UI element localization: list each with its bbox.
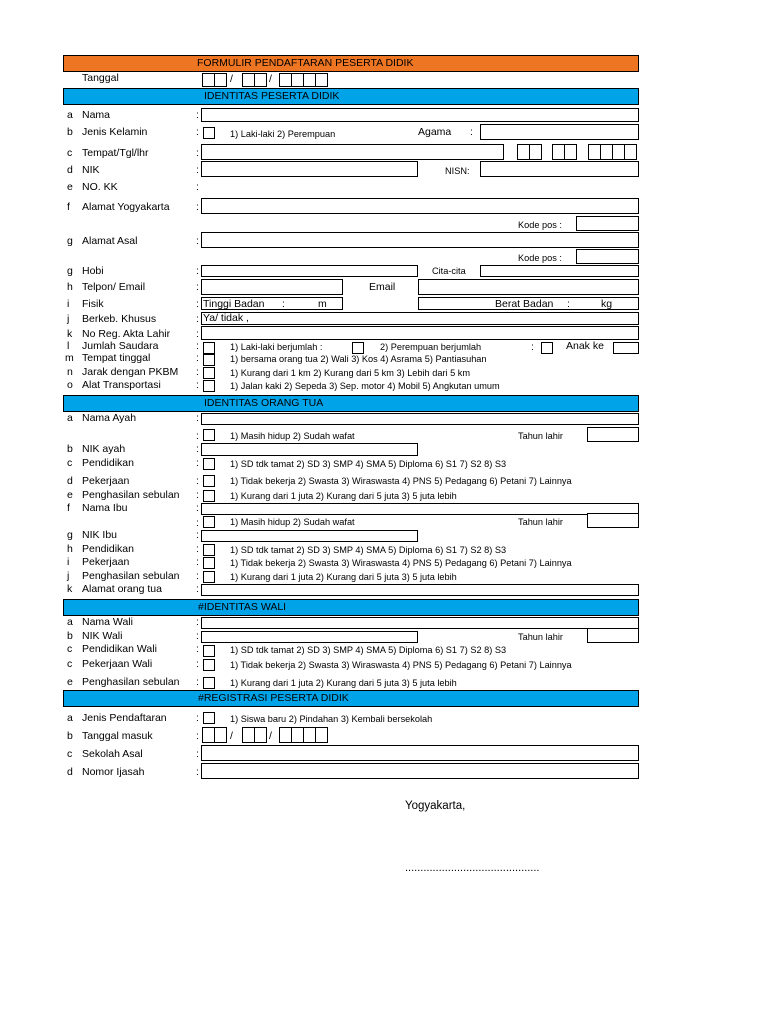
ttl-label: Tempat/Tgl/lhr <box>82 147 149 159</box>
telpon-input[interactable] <box>201 279 343 295</box>
pekerjaan-wali-checkbox[interactable] <box>203 659 215 671</box>
jenis-kelamin-label: Jenis Kelamin <box>82 126 148 138</box>
nama-wali-label: Nama Wali <box>82 616 133 628</box>
fisik-label: Fisik <box>82 298 104 310</box>
sekolah-asal-input[interactable] <box>201 745 639 761</box>
alamat-yogya-label: Alamat Yogyakarta <box>82 201 170 213</box>
tempat-lahir-input[interactable] <box>201 144 504 160</box>
jenis-pendaftaran-label: Jenis Pendaftaran <box>82 712 167 724</box>
anak-ke-input[interactable] <box>613 342 639 354</box>
jenis-kelamin-checkbox[interactable] <box>203 127 215 139</box>
transportasi-checkbox[interactable] <box>203 380 215 392</box>
hobi-input[interactable] <box>201 265 418 277</box>
tanggal-label: Tanggal <box>82 72 119 84</box>
nama-input[interactable] <box>201 108 639 122</box>
pekerjaan-ayah-checkbox[interactable] <box>203 475 215 487</box>
no-kk-label: NO. KK <box>82 181 118 193</box>
section-identitas-wali: #IDENTITAS WALI <box>63 599 639 616</box>
berkeb-khusus-label: Berkeb. Khusus <box>82 313 157 325</box>
nik-input[interactable] <box>201 161 418 177</box>
pekerjaan-ayah-label: Pekerjaan <box>82 475 130 487</box>
tahun-lahir-ibu-input[interactable] <box>587 513 639 528</box>
nomor-ijasah-input[interactable] <box>201 763 639 779</box>
pendidikan-ibu-label: Pendidikan <box>82 543 134 555</box>
akta-lahir-label: No Reg. Akta Lahir <box>82 328 171 340</box>
saudara-perempuan-input[interactable] <box>541 342 553 354</box>
pendidikan-ayah-label: Pendidikan <box>82 457 134 469</box>
sekolah-asal-label: Sekolah Asal <box>82 748 143 760</box>
section-identitas-orang-tua: IDENTITAS ORANG TUA <box>63 395 639 412</box>
nik-wali-label: NIK Wali <box>82 630 123 642</box>
nik-wali-input[interactable] <box>201 631 418 643</box>
alamat-ortu-input[interactable] <box>201 584 639 596</box>
telpon-label: Telpon/ Email <box>82 281 146 293</box>
tanggal-masuk-label: Tanggal masuk <box>82 730 153 742</box>
kode-pos-asal-input[interactable] <box>576 249 639 264</box>
pendidikan-ibu-checkbox[interactable] <box>203 544 215 556</box>
alamat-asal-label: Alamat Asal <box>82 235 138 247</box>
nama-ibu-input[interactable] <box>201 503 639 515</box>
nama-ayah-label: Nama Ayah <box>82 412 137 424</box>
section-identitas-peserta: IDENTITAS PESERTA DIDIK <box>63 88 639 105</box>
form-title-bar <box>63 55 639 72</box>
saudara-laki-input[interactable] <box>352 342 364 354</box>
nik-label: NIK <box>82 164 100 176</box>
jarak-checkbox[interactable] <box>203 367 215 379</box>
penghasilan-ayah-checkbox[interactable] <box>203 490 215 502</box>
alamat-ortu-label: Alamat orang tua <box>82 583 162 595</box>
nama-ibu-label: Nama Ibu <box>82 502 128 514</box>
tempat-tinggal-label: Tempat tinggal <box>82 352 151 364</box>
nik-ibu-label: NIK Ibu <box>82 529 118 541</box>
nama-ayah-input[interactable] <box>201 413 639 425</box>
nik-ibu-input[interactable] <box>201 530 418 542</box>
transportasi-label: Alat Transportasi <box>82 379 161 391</box>
nisn-input[interactable] <box>480 161 639 177</box>
pekerjaan-ibu-label: Pekerjaan <box>82 556 130 568</box>
akta-lahir-input[interactable] <box>201 326 639 340</box>
kode-pos-yogya-input[interactable] <box>576 216 639 231</box>
city-date: Yogyakarta, <box>405 800 466 812</box>
saudara-checkbox[interactable] <box>203 342 215 354</box>
penghasilan-wali-label: Penghasilan sebulan <box>82 676 180 688</box>
form-title: FORMULIR PENDAFTARAN PESERTA DIDIK <box>197 57 414 69</box>
status-ayah-checkbox[interactable] <box>203 429 215 441</box>
pendidikan-wali-checkbox[interactable] <box>203 645 215 657</box>
nomor-ijasah-label: Nomor Ijasah <box>82 766 145 778</box>
penghasilan-ibu-label: Penghasilan sebulan <box>82 570 180 582</box>
alamat-asal-input[interactable] <box>201 232 639 248</box>
cita-cita-input[interactable] <box>480 265 639 277</box>
penghasilan-ayah-label: Penghasilan sebulan <box>82 489 180 501</box>
tahun-lahir-wali-input[interactable] <box>587 628 639 643</box>
email-input[interactable] <box>418 279 639 295</box>
nama-wali-input[interactable] <box>201 617 639 629</box>
pekerjaan-ibu-checkbox[interactable] <box>203 557 215 569</box>
nama-label: Nama <box>82 109 111 121</box>
jarak-label: Jarak dengan PKBM <box>82 366 179 378</box>
berkeb-khusus-input[interactable] <box>201 312 639 325</box>
pendidikan-ayah-checkbox[interactable] <box>203 458 215 470</box>
status-ibu-checkbox[interactable] <box>203 516 215 528</box>
tempat-tinggal-checkbox[interactable] <box>203 354 215 366</box>
pekerjaan-wali-label: Pekerjaan Wali <box>82 658 153 670</box>
penghasilan-ibu-checkbox[interactable] <box>203 571 215 583</box>
signature-line: ............................................ <box>405 862 540 874</box>
section-registrasi: #REGISTRASI PESERTA DIDIK <box>63 690 639 707</box>
agama-input[interactable] <box>480 124 639 140</box>
penghasilan-wali-checkbox[interactable] <box>203 677 215 689</box>
tahun-lahir-ayah-input[interactable] <box>587 427 639 442</box>
alamat-yogya-input[interactable] <box>201 198 639 214</box>
nik-ayah-input[interactable] <box>201 443 418 456</box>
nik-ayah-label: NIK ayah <box>82 443 126 455</box>
jenis-pendaftaran-checkbox[interactable] <box>203 712 215 724</box>
jumlah-saudara-label: Jumlah Saudara <box>82 340 159 352</box>
hobi-label: Hobi <box>82 265 104 277</box>
pendidikan-wali-label: Pendidikan Wali <box>82 643 157 655</box>
